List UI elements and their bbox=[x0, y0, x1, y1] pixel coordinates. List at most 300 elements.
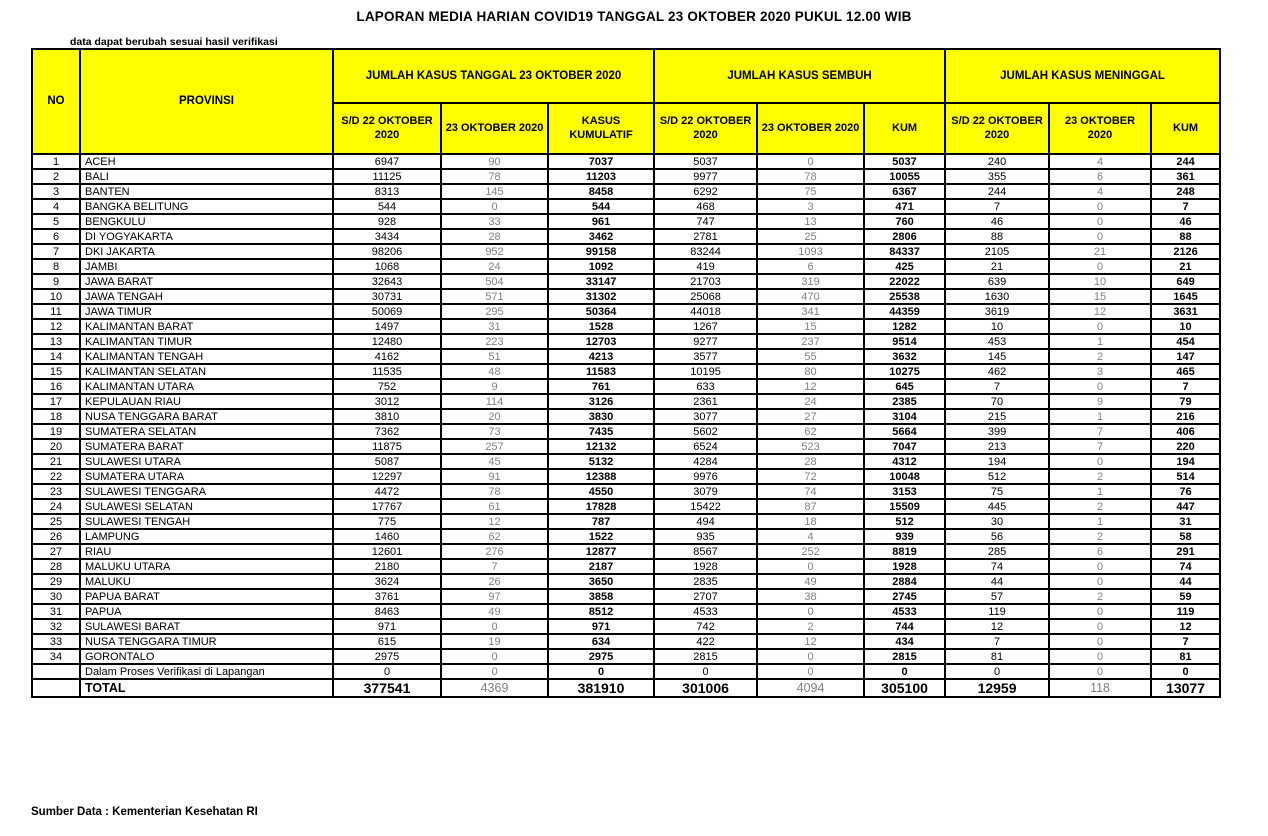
cell-kasus-sd22: 928 bbox=[333, 214, 441, 229]
cell-meninggal-23okt: 0 bbox=[1049, 634, 1151, 649]
cell-sembuh-sd22: 15422 bbox=[654, 499, 757, 514]
cell-meninggal-kum: 31 bbox=[1151, 514, 1220, 529]
table-row bbox=[32, 499, 1220, 514]
cell-meninggal-sd22: 75 bbox=[945, 484, 1049, 499]
cell-no: 24 bbox=[32, 499, 80, 514]
cell-kasus-23okt: 295 bbox=[441, 304, 548, 319]
cell-meninggal-kum: 13077 bbox=[1151, 679, 1220, 697]
cell-sembuh-kum: 9514 bbox=[864, 334, 945, 349]
cell-kasus-23okt: 48 bbox=[441, 364, 548, 379]
cell-meninggal-kum: 12 bbox=[1151, 619, 1220, 634]
cell-meninggal-kum: 1645 bbox=[1151, 289, 1220, 304]
cell-no: 32 bbox=[32, 619, 80, 634]
cell-meninggal-23okt: 0 bbox=[1049, 664, 1151, 679]
cell-kasus-kumulatif: 761 bbox=[548, 379, 654, 394]
cell-sembuh-sd22: 10195 bbox=[654, 364, 757, 379]
cell-kasus-sd22: 8463 bbox=[333, 604, 441, 619]
cell-meninggal-23okt: 12 bbox=[1049, 304, 1151, 319]
table-row bbox=[32, 439, 1220, 454]
cell-kasus-23okt: 9 bbox=[441, 379, 548, 394]
cell-sembuh-kum: 1928 bbox=[864, 559, 945, 574]
cell-sembuh-sd22: 2835 bbox=[654, 574, 757, 589]
cell-meninggal-kum: 361 bbox=[1151, 169, 1220, 184]
cell-provinsi: SULAWESI TENGAH bbox=[80, 514, 333, 529]
cell-meninggal-23okt: 4 bbox=[1049, 184, 1151, 199]
cell-sembuh-kum: 10275 bbox=[864, 364, 945, 379]
table-row bbox=[32, 634, 1220, 649]
table-row bbox=[32, 574, 1220, 589]
cell-sembuh-sd22: 1928 bbox=[654, 559, 757, 574]
cell-sembuh-sd22: 0 bbox=[654, 664, 757, 679]
cell-kasus-sd22: 8313 bbox=[333, 184, 441, 199]
cell-no: 23 bbox=[32, 484, 80, 499]
cell-kasus-23okt: 31 bbox=[441, 319, 548, 334]
cell-kasus-23okt: 0 bbox=[441, 664, 548, 679]
cell-meninggal-23okt: 0 bbox=[1049, 214, 1151, 229]
cell-meninggal-kum: 10 bbox=[1151, 319, 1220, 334]
cell-no: 31 bbox=[32, 604, 80, 619]
cell-kasus-kumulatif: 961 bbox=[548, 214, 654, 229]
cell-kasus-kumulatif: 33147 bbox=[548, 274, 654, 289]
cell-meninggal-23okt: 2 bbox=[1049, 529, 1151, 544]
cell-meninggal-kum: 194 bbox=[1151, 454, 1220, 469]
cell-kasus-23okt: 19 bbox=[441, 634, 548, 649]
cell-sembuh-kum: 3104 bbox=[864, 409, 945, 424]
cell-provinsi: MALUKU bbox=[80, 574, 333, 589]
cell-sembuh-23okt: 49 bbox=[757, 574, 864, 589]
cell-meninggal-sd22: 56 bbox=[945, 529, 1049, 544]
cell-no: 2 bbox=[32, 169, 80, 184]
cell-kasus-23okt: 20 bbox=[441, 409, 548, 424]
cell-meninggal-kum: 514 bbox=[1151, 469, 1220, 484]
cell-kasus-kumulatif: 50364 bbox=[548, 304, 654, 319]
cell-sembuh-kum: 3153 bbox=[864, 484, 945, 499]
cell-kasus-kumulatif: 17828 bbox=[548, 499, 654, 514]
table-row bbox=[32, 619, 1220, 634]
cell-provinsi: JAWA BARAT bbox=[80, 274, 333, 289]
cell-kasus-kumulatif: 11583 bbox=[548, 364, 654, 379]
cell-sembuh-kum: 305100 bbox=[864, 679, 945, 697]
cell-meninggal-kum: 7 bbox=[1151, 634, 1220, 649]
cell-provinsi: JAWA TENGAH bbox=[80, 289, 333, 304]
cell-kasus-sd22: 12480 bbox=[333, 334, 441, 349]
cell-meninggal-23okt: 0 bbox=[1049, 229, 1151, 244]
cell-provinsi: NUSA TENGGARA TIMUR bbox=[80, 634, 333, 649]
cell-no: 33 bbox=[32, 634, 80, 649]
cell-kasus-kumulatif: 3858 bbox=[548, 589, 654, 604]
cell-sembuh-23okt: 75 bbox=[757, 184, 864, 199]
cell-kasus-sd22: 11875 bbox=[333, 439, 441, 454]
cell-kasus-sd22: 3434 bbox=[333, 229, 441, 244]
cell-kasus-23okt: 114 bbox=[441, 394, 548, 409]
cell-meninggal-sd22: 30 bbox=[945, 514, 1049, 529]
cell-sembuh-23okt: 1093 bbox=[757, 244, 864, 259]
table-row bbox=[32, 544, 1220, 559]
cell-sembuh-sd22: 8567 bbox=[654, 544, 757, 559]
cell-provinsi: SULAWESI BARAT bbox=[80, 619, 333, 634]
cell-meninggal-kum: 119 bbox=[1151, 604, 1220, 619]
cell-no: 8 bbox=[32, 259, 80, 274]
cell-kasus-kumulatif: 544 bbox=[548, 199, 654, 214]
cell-meninggal-23okt: 0 bbox=[1049, 199, 1151, 214]
cell-kasus-23okt: 0 bbox=[441, 619, 548, 634]
cell-sembuh-sd22: 83244 bbox=[654, 244, 757, 259]
cell-meninggal-sd22: 12 bbox=[945, 619, 1049, 634]
cell-kasus-sd22: 3624 bbox=[333, 574, 441, 589]
cell-kasus-kumulatif: 7037 bbox=[548, 154, 654, 169]
cell-sembuh-kum: 7047 bbox=[864, 439, 945, 454]
header-meninggal-23okt: 23 OKTOBER 2020 bbox=[1049, 103, 1151, 154]
cell-sembuh-kum: 3632 bbox=[864, 349, 945, 364]
cell-no: 21 bbox=[32, 454, 80, 469]
cell-meninggal-23okt: 7 bbox=[1049, 424, 1151, 439]
table-row bbox=[32, 454, 1220, 469]
cell-sembuh-sd22: 5602 bbox=[654, 424, 757, 439]
cell-sembuh-23okt: 74 bbox=[757, 484, 864, 499]
cell-no bbox=[32, 664, 80, 679]
cell-sembuh-kum: 744 bbox=[864, 619, 945, 634]
cell-sembuh-sd22: 301006 bbox=[654, 679, 757, 697]
cell-kasus-23okt: 33 bbox=[441, 214, 548, 229]
cell-kasus-sd22: 6947 bbox=[333, 154, 441, 169]
cell-sembuh-23okt: 4094 bbox=[757, 679, 864, 697]
cell-meninggal-kum: 76 bbox=[1151, 484, 1220, 499]
cell-sembuh-sd22: 21703 bbox=[654, 274, 757, 289]
cell-sembuh-kum: 2806 bbox=[864, 229, 945, 244]
cell-meninggal-kum: 406 bbox=[1151, 424, 1220, 439]
cell-kasus-kumulatif: 787 bbox=[548, 514, 654, 529]
header-kasus-kumulatif: KASUS KUMULATIF bbox=[548, 103, 654, 154]
cell-sembuh-23okt: 237 bbox=[757, 334, 864, 349]
cell-sembuh-23okt: 27 bbox=[757, 409, 864, 424]
data-source-caption: Sumber Data : Kementerian Kesehatan RI bbox=[31, 806, 258, 818]
cell-provinsi: BALI bbox=[80, 169, 333, 184]
cell-kasus-23okt: 45 bbox=[441, 454, 548, 469]
cell-sembuh-kum: 84337 bbox=[864, 244, 945, 259]
cell-kasus-23okt: 952 bbox=[441, 244, 548, 259]
verification-note: data dapat berubah sesuai hasil verifikasi bbox=[70, 36, 278, 48]
cell-meninggal-sd22: 512 bbox=[945, 469, 1049, 484]
header-sembuh-sd22: S/D 22 OKTOBER 2020 bbox=[654, 103, 757, 154]
header-kasus-23okt: 23 OKTOBER 2020 bbox=[441, 103, 548, 154]
cell-sembuh-sd22: 4284 bbox=[654, 454, 757, 469]
cell-provinsi: SUMATERA BARAT bbox=[80, 439, 333, 454]
header-group-sembuh: JUMLAH KASUS SEMBUH bbox=[654, 49, 945, 103]
cell-provinsi: SULAWESI TENGGARA bbox=[80, 484, 333, 499]
cell-meninggal-sd22: 1630 bbox=[945, 289, 1049, 304]
cell-kasus-23okt: 62 bbox=[441, 529, 548, 544]
cell-sembuh-23okt: 80 bbox=[757, 364, 864, 379]
cell-meninggal-kum: 447 bbox=[1151, 499, 1220, 514]
cell-no: 20 bbox=[32, 439, 80, 454]
cell-sembuh-sd22: 25068 bbox=[654, 289, 757, 304]
cell-provinsi: JAWA TIMUR bbox=[80, 304, 333, 319]
cell-kasus-23okt: 145 bbox=[441, 184, 548, 199]
cell-sembuh-23okt: 12 bbox=[757, 379, 864, 394]
cell-meninggal-sd22: 7 bbox=[945, 379, 1049, 394]
cell-provinsi: MALUKU UTARA bbox=[80, 559, 333, 574]
cell-meninggal-sd22: 46 bbox=[945, 214, 1049, 229]
cell-sembuh-sd22: 2781 bbox=[654, 229, 757, 244]
cell-kasus-sd22: 3761 bbox=[333, 589, 441, 604]
cell-kasus-kumulatif: 2975 bbox=[548, 649, 654, 664]
cell-kasus-23okt: 78 bbox=[441, 169, 548, 184]
cell-meninggal-kum: 59 bbox=[1151, 589, 1220, 604]
cell-meninggal-kum: 0 bbox=[1151, 664, 1220, 679]
cell-provinsi: Dalam Proses Verifikasi di Lapangan bbox=[80, 664, 333, 679]
cell-sembuh-23okt: 0 bbox=[757, 604, 864, 619]
cell-sembuh-sd22: 742 bbox=[654, 619, 757, 634]
verification-row bbox=[32, 664, 1220, 679]
cell-provinsi: SUMATERA UTARA bbox=[80, 469, 333, 484]
cell-sembuh-23okt: 470 bbox=[757, 289, 864, 304]
cell-sembuh-sd22: 2707 bbox=[654, 589, 757, 604]
cell-no: 9 bbox=[32, 274, 80, 289]
table-row bbox=[32, 349, 1220, 364]
cell-kasus-23okt: 504 bbox=[441, 274, 548, 289]
cell-sembuh-kum: 512 bbox=[864, 514, 945, 529]
cell-sembuh-23okt: 25 bbox=[757, 229, 864, 244]
table-row bbox=[32, 649, 1220, 664]
cell-kasus-kumulatif: 1522 bbox=[548, 529, 654, 544]
cell-meninggal-23okt: 4 bbox=[1049, 154, 1151, 169]
cell-kasus-kumulatif: 11203 bbox=[548, 169, 654, 184]
cell-provinsi: RIAU bbox=[80, 544, 333, 559]
cell-kasus-kumulatif: 3650 bbox=[548, 574, 654, 589]
cell-kasus-kumulatif: 2187 bbox=[548, 559, 654, 574]
table-row bbox=[32, 529, 1220, 544]
cell-kasus-23okt: 571 bbox=[441, 289, 548, 304]
header-kasus-sd22: S/D 22 OKTOBER 2020 bbox=[333, 103, 441, 154]
cell-sembuh-23okt: 78 bbox=[757, 169, 864, 184]
cell-sembuh-23okt: 0 bbox=[757, 559, 864, 574]
cell-meninggal-23okt: 1 bbox=[1049, 409, 1151, 424]
cell-provinsi: TOTAL bbox=[80, 679, 333, 697]
table-row bbox=[32, 154, 1220, 169]
cell-sembuh-kum: 2745 bbox=[864, 589, 945, 604]
cell-sembuh-kum: 0 bbox=[864, 664, 945, 679]
cell-sembuh-23okt: 28 bbox=[757, 454, 864, 469]
cell-kasus-sd22: 7362 bbox=[333, 424, 441, 439]
cell-sembuh-23okt: 72 bbox=[757, 469, 864, 484]
header-sembuh-23okt: 23 OKTOBER 2020 bbox=[757, 103, 864, 154]
cell-provinsi: KALIMANTAN TENGAH bbox=[80, 349, 333, 364]
table-row bbox=[32, 214, 1220, 229]
cell-sembuh-23okt: 55 bbox=[757, 349, 864, 364]
cell-provinsi: PAPUA bbox=[80, 604, 333, 619]
cell-sembuh-sd22: 468 bbox=[654, 199, 757, 214]
table-row bbox=[32, 424, 1220, 439]
cell-meninggal-sd22: 88 bbox=[945, 229, 1049, 244]
cell-sembuh-sd22: 3077 bbox=[654, 409, 757, 424]
table-header bbox=[32, 49, 1220, 154]
cell-kasus-kumulatif: 3126 bbox=[548, 394, 654, 409]
cell-kasus-23okt: 223 bbox=[441, 334, 548, 349]
cell-meninggal-23okt: 1 bbox=[1049, 484, 1151, 499]
cell-sembuh-kum: 44359 bbox=[864, 304, 945, 319]
cell-kasus-sd22: 1497 bbox=[333, 319, 441, 334]
cell-meninggal-sd22: 70 bbox=[945, 394, 1049, 409]
header-meninggal-sd22: S/D 22 OKTOBER 2020 bbox=[945, 103, 1049, 154]
cell-sembuh-23okt: 12 bbox=[757, 634, 864, 649]
cell-sembuh-kum: 1282 bbox=[864, 319, 945, 334]
cell-no: 18 bbox=[32, 409, 80, 424]
cell-sembuh-sd22: 9977 bbox=[654, 169, 757, 184]
cell-meninggal-sd22: 3619 bbox=[945, 304, 1049, 319]
cell-sembuh-sd22: 2815 bbox=[654, 649, 757, 664]
cell-kasus-sd22: 11535 bbox=[333, 364, 441, 379]
cell-kasus-sd22: 12601 bbox=[333, 544, 441, 559]
cell-kasus-23okt: 276 bbox=[441, 544, 548, 559]
cell-sembuh-sd22: 5037 bbox=[654, 154, 757, 169]
cell-no: 12 bbox=[32, 319, 80, 334]
cell-kasus-23okt: 12 bbox=[441, 514, 548, 529]
table-row bbox=[32, 469, 1220, 484]
table-row bbox=[32, 274, 1220, 289]
cell-sembuh-sd22: 747 bbox=[654, 214, 757, 229]
header-provinsi: PROVINSI bbox=[80, 49, 333, 154]
cell-meninggal-kum: 58 bbox=[1151, 529, 1220, 544]
cell-sembuh-sd22: 419 bbox=[654, 259, 757, 274]
table-row bbox=[32, 304, 1220, 319]
cell-meninggal-sd22: 2105 bbox=[945, 244, 1049, 259]
cell-meninggal-sd22: 639 bbox=[945, 274, 1049, 289]
cell-sembuh-kum: 645 bbox=[864, 379, 945, 394]
cell-sembuh-kum: 10048 bbox=[864, 469, 945, 484]
cell-meninggal-23okt: 0 bbox=[1049, 649, 1151, 664]
cell-sembuh-23okt: 2 bbox=[757, 619, 864, 634]
cell-sembuh-kum: 4312 bbox=[864, 454, 945, 469]
cell-meninggal-23okt: 0 bbox=[1049, 619, 1151, 634]
cell-meninggal-kum: 216 bbox=[1151, 409, 1220, 424]
cell-kasus-kumulatif: 12132 bbox=[548, 439, 654, 454]
cell-meninggal-sd22: 285 bbox=[945, 544, 1049, 559]
cell-meninggal-sd22: 445 bbox=[945, 499, 1049, 514]
cell-sembuh-23okt: 319 bbox=[757, 274, 864, 289]
cell-meninggal-23okt: 1 bbox=[1049, 514, 1151, 529]
cell-meninggal-kum: 79 bbox=[1151, 394, 1220, 409]
cell-sembuh-23okt: 18 bbox=[757, 514, 864, 529]
cell-kasus-sd22: 32643 bbox=[333, 274, 441, 289]
cell-meninggal-sd22: 12959 bbox=[945, 679, 1049, 697]
cell-kasus-kumulatif: 99158 bbox=[548, 244, 654, 259]
page-title: LAPORAN MEDIA HARIAN COVID19 TANGGAL 23 OKTOBER 2020 PUKUL 12.00 WIB bbox=[356, 9, 912, 24]
cell-kasus-kumulatif: 1092 bbox=[548, 259, 654, 274]
cell-kasus-sd22: 377541 bbox=[333, 679, 441, 697]
cell-meninggal-23okt: 2 bbox=[1049, 499, 1151, 514]
cell-sembuh-sd22: 9976 bbox=[654, 469, 757, 484]
cell-kasus-23okt: 257 bbox=[441, 439, 548, 454]
table-row bbox=[32, 289, 1220, 304]
cell-sembuh-23okt: 6 bbox=[757, 259, 864, 274]
cell-sembuh-kum: 2385 bbox=[864, 394, 945, 409]
cell-kasus-sd22: 2975 bbox=[333, 649, 441, 664]
cell-meninggal-23okt: 2 bbox=[1049, 349, 1151, 364]
header-no: NO bbox=[32, 49, 80, 154]
cell-sembuh-23okt: 13 bbox=[757, 214, 864, 229]
cell-meninggal-kum: 454 bbox=[1151, 334, 1220, 349]
cell-kasus-23okt: 73 bbox=[441, 424, 548, 439]
cell-meninggal-kum: 220 bbox=[1151, 439, 1220, 454]
cell-meninggal-sd22: 10 bbox=[945, 319, 1049, 334]
cell-kasus-23okt: 78 bbox=[441, 484, 548, 499]
cell-sembuh-sd22: 422 bbox=[654, 634, 757, 649]
cell-sembuh-sd22: 6524 bbox=[654, 439, 757, 454]
cell-meninggal-23okt: 0 bbox=[1049, 454, 1151, 469]
cell-sembuh-23okt: 24 bbox=[757, 394, 864, 409]
cell-no: 10 bbox=[32, 289, 80, 304]
cell-meninggal-sd22: 240 bbox=[945, 154, 1049, 169]
cell-sembuh-kum: 5037 bbox=[864, 154, 945, 169]
cell-kasus-23okt: 97 bbox=[441, 589, 548, 604]
cell-kasus-kumulatif: 5132 bbox=[548, 454, 654, 469]
cell-kasus-sd22: 4162 bbox=[333, 349, 441, 364]
cell-meninggal-kum: 291 bbox=[1151, 544, 1220, 559]
cell-no: 15 bbox=[32, 364, 80, 379]
total-row bbox=[32, 679, 1220, 697]
cell-meninggal-23okt: 0 bbox=[1049, 604, 1151, 619]
cell-provinsi: ACEH bbox=[80, 154, 333, 169]
table-row bbox=[32, 364, 1220, 379]
cell-kasus-kumulatif: 0 bbox=[548, 664, 654, 679]
cell-sembuh-kum: 4533 bbox=[864, 604, 945, 619]
table-body bbox=[32, 154, 1220, 697]
table-row bbox=[32, 514, 1220, 529]
cell-kasus-sd22: 30731 bbox=[333, 289, 441, 304]
header-sembuh-kum: KUM bbox=[864, 103, 945, 154]
cell-meninggal-sd22: 7 bbox=[945, 199, 1049, 214]
cell-kasus-kumulatif: 8512 bbox=[548, 604, 654, 619]
cell-kasus-sd22: 98206 bbox=[333, 244, 441, 259]
cell-meninggal-23okt: 15 bbox=[1049, 289, 1151, 304]
cell-meninggal-kum: 44 bbox=[1151, 574, 1220, 589]
table-row bbox=[32, 589, 1220, 604]
cell-meninggal-sd22: 145 bbox=[945, 349, 1049, 364]
cell-kasus-kumulatif: 381910 bbox=[548, 679, 654, 697]
cell-provinsi: KALIMANTAN TIMUR bbox=[80, 334, 333, 349]
cell-provinsi: PAPUA BARAT bbox=[80, 589, 333, 604]
cell-sembuh-23okt: 4 bbox=[757, 529, 864, 544]
cell-sembuh-sd22: 3079 bbox=[654, 484, 757, 499]
header-meninggal-kum: KUM bbox=[1151, 103, 1220, 154]
cell-meninggal-kum: 147 bbox=[1151, 349, 1220, 364]
cell-meninggal-sd22: 81 bbox=[945, 649, 1049, 664]
cell-no: 1 bbox=[32, 154, 80, 169]
cell-kasus-23okt: 0 bbox=[441, 199, 548, 214]
cell-kasus-sd22: 12297 bbox=[333, 469, 441, 484]
cell-provinsi: DKI JAKARTA bbox=[80, 244, 333, 259]
cell-kasus-sd22: 971 bbox=[333, 619, 441, 634]
cell-no: 5 bbox=[32, 214, 80, 229]
cell-no bbox=[32, 679, 80, 697]
cell-sembuh-23okt: 38 bbox=[757, 589, 864, 604]
cell-kasus-sd22: 615 bbox=[333, 634, 441, 649]
cell-kasus-23okt: 28 bbox=[441, 229, 548, 244]
cell-sembuh-23okt: 523 bbox=[757, 439, 864, 454]
cell-meninggal-kum: 46 bbox=[1151, 214, 1220, 229]
cell-provinsi: GORONTALO bbox=[80, 649, 333, 664]
cell-meninggal-23okt: 0 bbox=[1049, 574, 1151, 589]
cell-sembuh-kum: 434 bbox=[864, 634, 945, 649]
cell-kasus-kumulatif: 971 bbox=[548, 619, 654, 634]
cell-sembuh-kum: 2884 bbox=[864, 574, 945, 589]
cell-meninggal-23okt: 6 bbox=[1049, 169, 1151, 184]
cell-kasus-sd22: 752 bbox=[333, 379, 441, 394]
cell-sembuh-sd22: 2361 bbox=[654, 394, 757, 409]
cell-sembuh-sd22: 3577 bbox=[654, 349, 757, 364]
table-row bbox=[32, 169, 1220, 184]
cell-no: 17 bbox=[32, 394, 80, 409]
